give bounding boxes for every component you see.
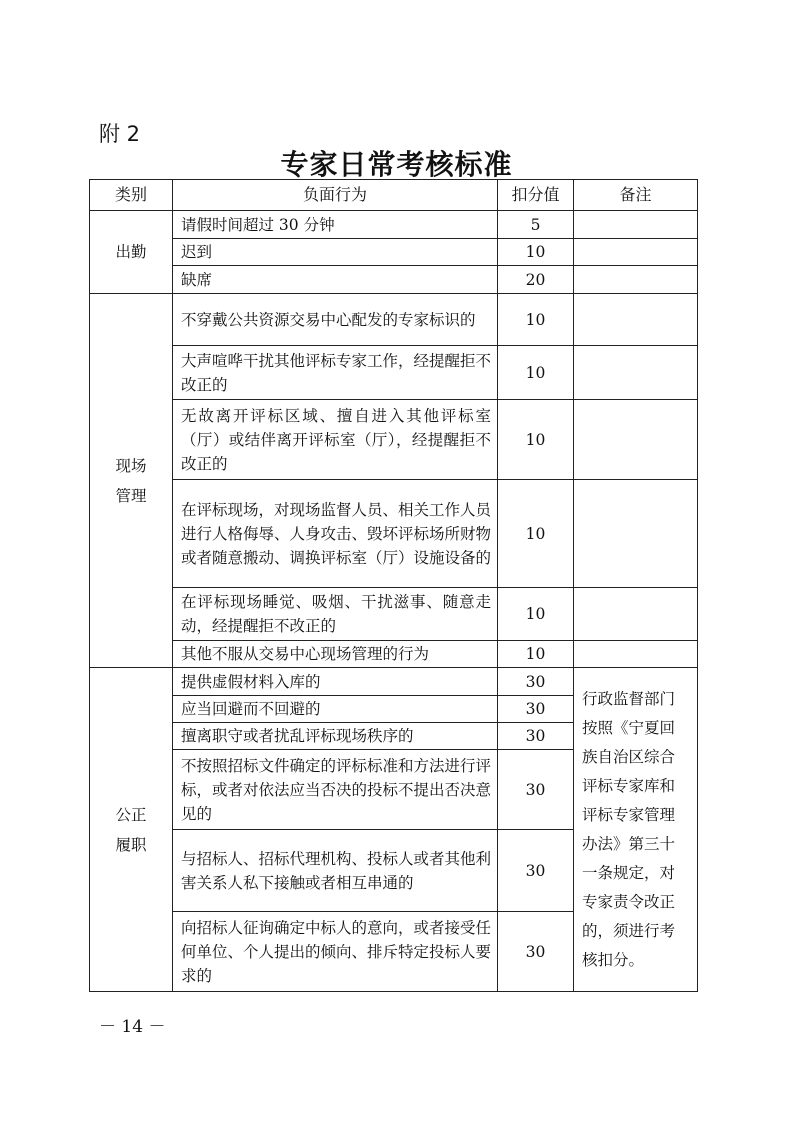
score-cell: 30 [498, 830, 574, 912]
score-cell: 10 [498, 346, 574, 400]
score-cell: 30 [498, 723, 574, 750]
table-row [90, 668, 698, 696]
page-title: 专家日常考核标准 [280, 148, 513, 181]
score-cell: 30 [498, 912, 574, 992]
note-cell [574, 588, 698, 641]
header-category: 类别 [90, 180, 173, 211]
behavior-cell: 其他不服从交易中心现场管理的行为 [173, 641, 498, 668]
assessment-table [89, 179, 698, 992]
score-cell: 5 [498, 211, 574, 239]
score-cell: 30 [498, 696, 574, 723]
table-row [90, 588, 698, 641]
behavior-cell: 在评标现场，对现场监督人员、相关工作人员进行人格侮辱、人身攻击、毁坏评标场所财物或者随意搬动、调换评标室（厅）设施设备的 [173, 480, 498, 588]
table-row [90, 266, 698, 294]
note-cell [574, 211, 698, 239]
behavior-cell: 缺席 [173, 266, 498, 294]
score-cell: 10 [498, 400, 574, 480]
score-cell: 10 [498, 641, 574, 668]
score-cell: 10 [498, 239, 574, 266]
score-cell: 30 [498, 750, 574, 830]
score-cell: 20 [498, 266, 574, 294]
table-row [90, 480, 698, 588]
note-cell [574, 266, 698, 294]
behavior-cell: 大声喧哗干扰其他评标专家工作，经提醒拒不改正的 [173, 346, 498, 400]
note-cell [574, 294, 698, 346]
table-row [90, 641, 698, 668]
category-cell: 现场管理 [90, 294, 173, 668]
behavior-cell: 无故离开评标区域、擅自进入其他评标室（厅）或结伴离开评标室（厅），经提醒拒不改正的 [173, 400, 498, 480]
behavior-cell: 擅离职守或者扰乱评标现场秩序的 [173, 723, 498, 750]
behavior-cell: 迟到 [173, 239, 498, 266]
category-cell: 出勤 [90, 211, 173, 294]
behavior-cell: 与招标人、招标代理机构、投标人或者其他利害关系人私下接触或者相互串通的 [173, 830, 498, 912]
note-cell: 行政监督部门按照《宁夏回族自治区综合评标专家库和评标专家管理办法》第三十一条规定，对专家责令改正的，须进行考核扣分。 [574, 668, 698, 992]
page-number: － 14 － [99, 1017, 166, 1037]
header-note: 备注 [574, 180, 698, 211]
header-behavior: 负面行为 [173, 180, 498, 211]
note-cell [574, 346, 698, 400]
behavior-cell: 不穿戴公共资源交易中心配发的专家标识的 [173, 294, 498, 346]
score-cell: 10 [498, 480, 574, 588]
note-cell [574, 641, 698, 668]
behavior-cell: 不按照招标文件确定的评标标准和方法进行评标，或者对依法应当否决的投标不提出否决意见的 [173, 750, 498, 830]
header-score: 扣分值 [498, 180, 574, 211]
score-cell: 10 [498, 588, 574, 641]
score-cell: 10 [498, 294, 574, 346]
behavior-cell: 提供虚假材料入库的 [173, 668, 498, 696]
table-row [90, 346, 698, 400]
category-cell: 公正履职 [90, 668, 173, 992]
note-cell [574, 239, 698, 266]
note-cell [574, 480, 698, 588]
table-row [90, 239, 698, 266]
behavior-cell: 在评标现场睡觉、吸烟、干扰滋事、随意走动，经提醒拒不改正的 [173, 588, 498, 641]
score-cell: 30 [498, 668, 574, 696]
attachment-label: 附 2 [99, 122, 141, 146]
table-row [90, 294, 698, 346]
note-cell [574, 400, 698, 480]
table-row [90, 400, 698, 480]
table-header-row [90, 180, 698, 211]
behavior-cell: 应当回避而不回避的 [173, 696, 498, 723]
behavior-cell: 向招标人征询确定中标人的意向，或者接受任何单位、个人提出的倾向、排斥特定投标人要求的 [173, 912, 498, 992]
behavior-cell: 请假时间超过 30 分钟 [173, 211, 498, 239]
table-row [90, 211, 698, 239]
